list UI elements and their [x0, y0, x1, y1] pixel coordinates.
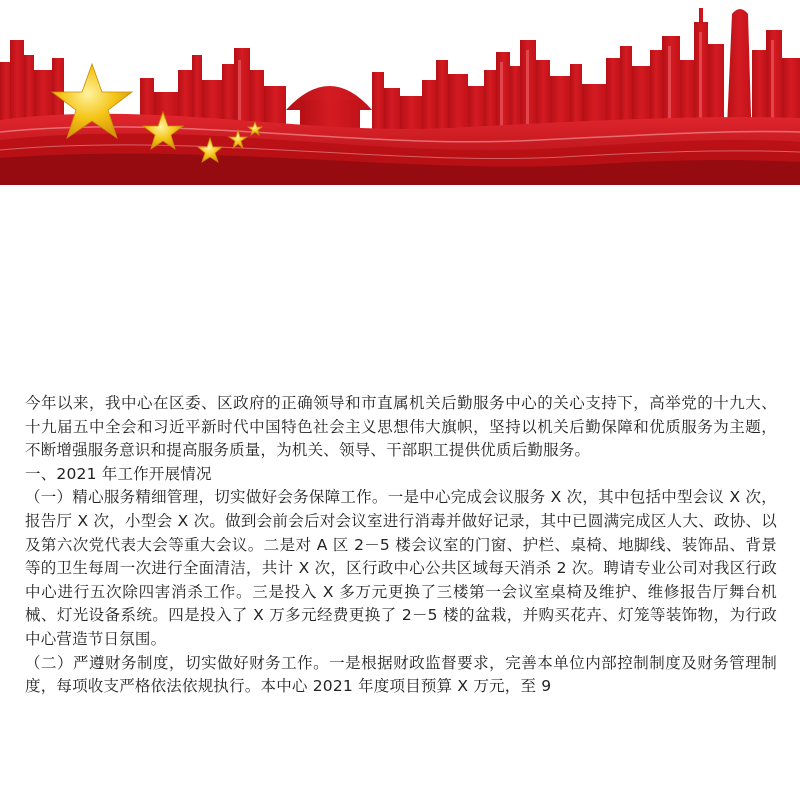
subsection-paragraph: （二）严遵财务制度，切实做好财务工作。一是根据财政监督要求，完善本单位内部控制制度及财务管理制度，每项收支严格依法依规执行。本中心 2021 年度项目预算 X 万元，至 9: [25, 653, 777, 696]
intro-paragraph: 今年以来，我中心在区委、区政府的正确领导和市直属机关后勤服务中心的关心支持下，高举党的十九大、十九届五中全会和习近平新时代中国特色社会主义思想伟大旗帜，坚持以机关后勤保障和优质服务为主题，不断增强服务意识和提高服务质量，为机关、领导、干部职工提供优质后勤服务。: [25, 394, 777, 460]
section-heading: 一、2021 年工作开展情况: [25, 464, 212, 483]
header-banner-illustration: [0, 0, 800, 185]
subsection-paragraph: （一）精心服务精细管理，切实做好会务保障工作。一是中心完成会议服务 X 次，其中包括中型会议 X 次，报告厅 X 次，小型会 X 次。做到会前会后对会议室进行消毒并做好记录，其中已圆满完成区人大、政协、以及第六次党代表大会等重大会议。二是对 A 区 2－5 楼会议室的门窗、护栏、桌椅、地脚线、装饰品、背景等的卫生每周一次进行全面清洁，共计 X 次，区行政中心公共区域每天消杀 2 次。聘请专业公司对我区行政中心进行五次除四害消杀工作。三是投入 X 多万元更换了三楼第一会议室桌椅及维护、维修报告厅舞台机械、灯光设备系统。四是投入了 X 万多元经费更换了 2－5 楼的盆栽，并购买花卉、灯笼等装饰物，为行政中心营造节日氛围。: [25, 488, 777, 648]
document-body: [25, 392, 777, 699]
